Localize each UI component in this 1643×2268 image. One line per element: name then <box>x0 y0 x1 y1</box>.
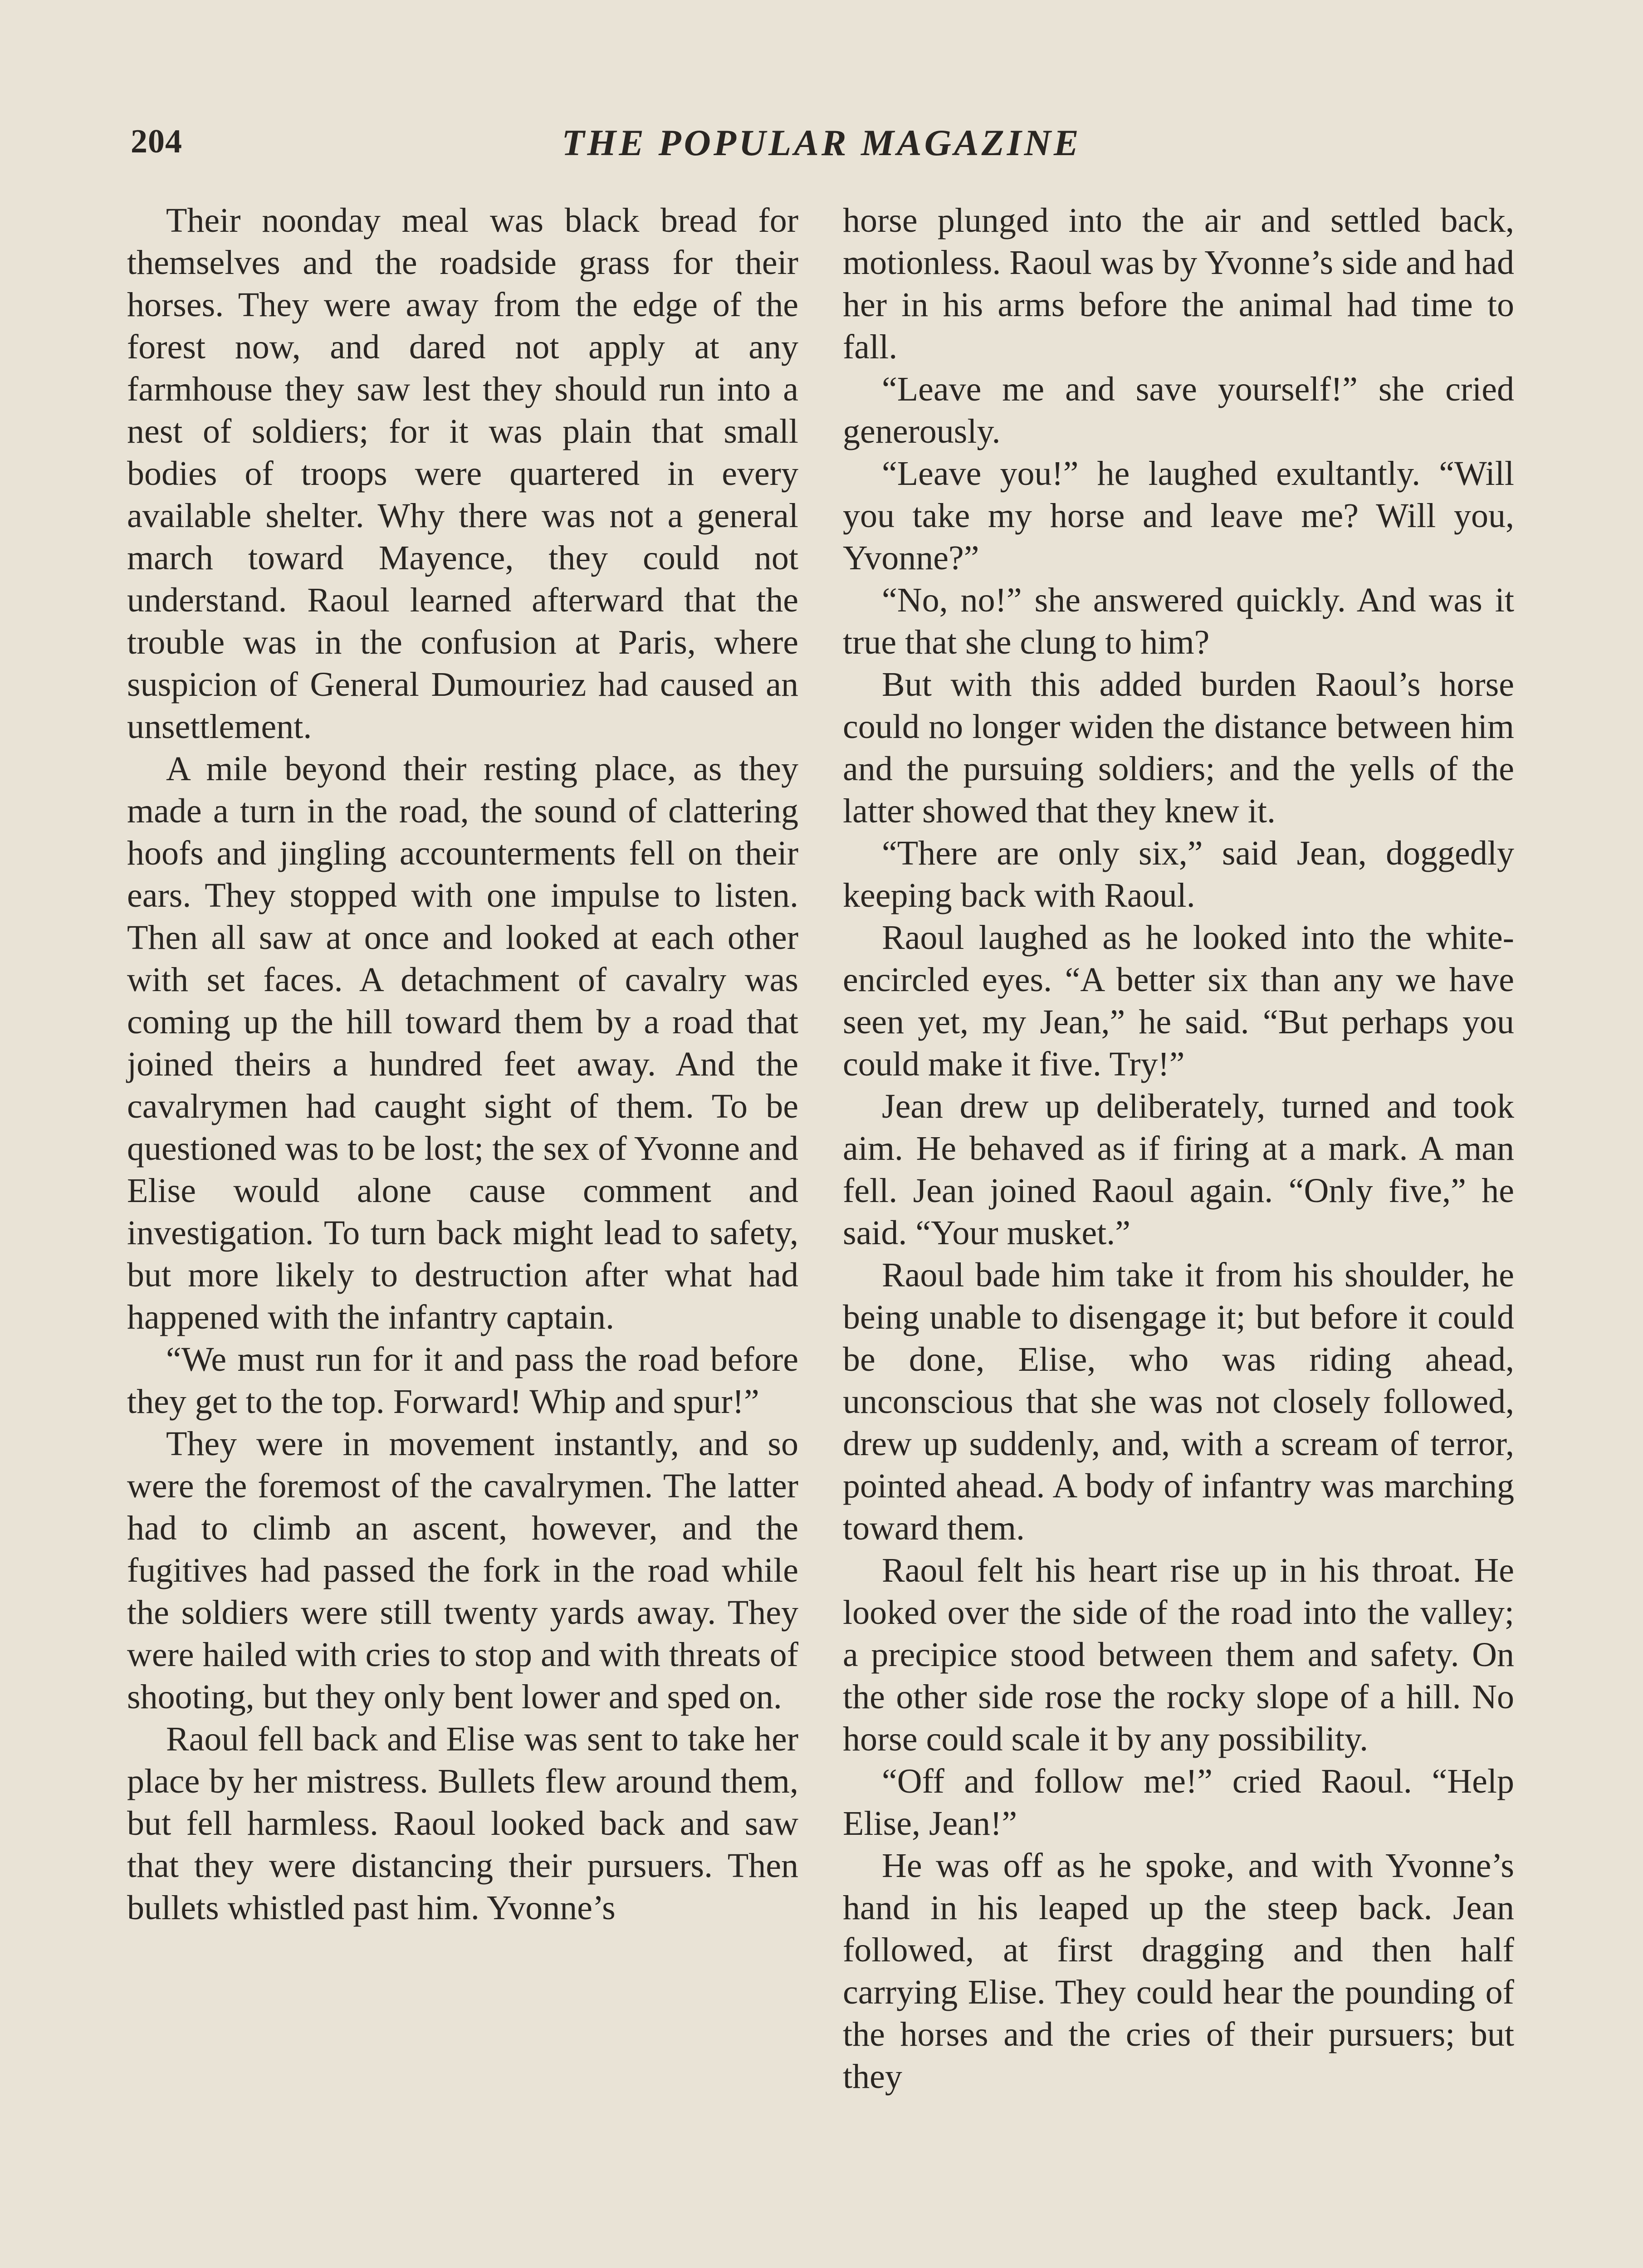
right-column <box>843 200 1514 2098</box>
paragraph: Their noonday meal was black bread for themselves and the roadside grass for their horses. They were away from the edge of the forest now, and dared not apply at any farmhouse they saw lest they should run into a nest of soldiers; for it was plain that small bodies of troops were quartered in every available shelter. Why there was not a general march toward Mayence, they could not understand. Raoul learned afterward that the trouble was in the confusion at Paris, where suspicion of General Dumouriez had caused an unsettlement. <box>127 201 798 746</box>
paragraph: They were in movement instantly, and so were the foremost of the cavalrymen. The latter had to climb an ascent, however, and the fugitives had passed the fork in the road while the soldiers were still twenty yards away. They were hailed with cries to stop and with threats of shooting, but they only bent lower and sped on. <box>127 1425 798 1716</box>
paragraph: “There are only six,” said Jean, doggedly keeping back with Raoul. <box>843 834 1514 914</box>
paragraph-continued: horse plunged into the air and settled back, motionless. Raoul was by Yvonne’s side and had her in his arms before the animal had time to fall. <box>843 201 1514 366</box>
paragraph: He was off as he spoke, and with Yvonne’s hand in his leaped up the steep back. Jean followed, at first dragging and then half carrying Elise. They could hear the pounding of the horses and the cries of their pursuers; but they <box>843 1847 1514 2096</box>
paragraph: “We must run for it and pass the road before they get to the top. Forward! Whip and spur!” <box>127 1340 798 1421</box>
paragraph: Raoul fell back and Elise was sent to take her place by her mistress. Bullets flew around them, but fell harmless. Raoul looked back and saw that they were distancing their pursuers. Then bullets whistled past him. Yvonne’s <box>127 1720 798 1927</box>
paragraph: But with this added burden Raoul’s horse could no longer widen the distance between him and the pursuing soldiers; and the yells of the latter showed that they knew it. <box>843 665 1514 830</box>
running-head: THE POPULAR MAGAZINE <box>562 122 1081 163</box>
left-column <box>127 200 798 1929</box>
paragraph: “Leave you!” he laughed exultantly. “Will you take my horse and leave me? Will you, Yvonne?” <box>843 455 1514 577</box>
paragraph: Raoul laughed as he looked into the white-encircled eyes. “A better six than any we have seen yet, my Jean,” he said. “But perhaps you could make it five. Try!” <box>843 919 1514 1083</box>
paragraph: “No, no!” she answered quickly. And was it true that she clung to him? <box>843 581 1514 661</box>
paragraph: Raoul bade him take it from his shoulder, he being unable to disengage it; but before it could be done, Elise, who was riding ahead, unconscious that she was not closely followed, drew up suddenly, and, with a scream of terror, pointed ahead. A body of infantry was marching toward them. <box>843 1256 1514 1547</box>
paragraph: “Leave me and save yourself!” she cried generously. <box>843 370 1514 450</box>
paragraph: A mile beyond their resting place, as they made a turn in the road, the sound of clattering hoofs and jingling accounterments fell on their ears. They stopped with one impulse to listen. Then all saw at once and looked at each other with set faces. A detachment of cavalry was coming up the hill toward them by a road that joined theirs a hundred feet away. And the cavalrymen had caught sight of them. To be questioned was to be lost; the sex of Yvonne and Elise would alone cause comment and investigation. To turn back might lead to safety, but more likely to destruction after what had happened with the infantry captain. <box>127 750 798 1336</box>
page-number: 204 <box>131 123 182 160</box>
paragraph: “Off and follow me!” cried Raoul. “Help Elise, Jean!” <box>843 1762 1514 1843</box>
paragraph: Raoul felt his heart rise up in his throat. He looked over the side of the road into the valley; a precipice stood between them and safety. On the other side rose the rocky slope of a hill. No horse could scale it by any possibility. <box>843 1551 1514 1758</box>
paragraph: Jean drew up deliberately, turned and took aim. He behaved as if firing at a mark. A man fell. Jean joined Raoul again. “Only five,” he said. “Your musket.” <box>843 1087 1514 1252</box>
